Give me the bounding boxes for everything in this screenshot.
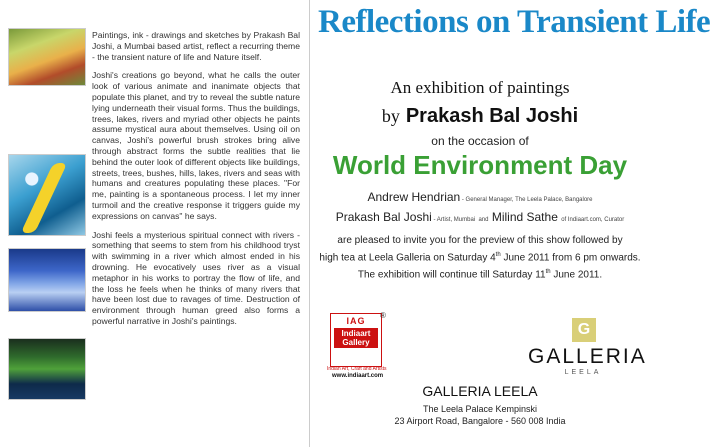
venue-address-1: The Leela Palace Kempinski [422, 404, 538, 414]
description-paragraph-1: Paintings, ink - drawings and sketches by Prakash Bal Joshi, a Mumbai based artist, reflect a recurring theme - the transient nature of life and Nature itself. [92, 30, 300, 62]
column-divider [309, 0, 310, 447]
artist-description [92, 30, 300, 335]
painting-thumbnail-4 [8, 338, 86, 400]
indiaart-gallery-logo [330, 313, 382, 367]
and-label: and [478, 217, 489, 223]
venue-address-2: 23 Airport Road, Bangalore - 560 008 India [394, 416, 566, 426]
description-paragraph-3: Joshi feels a mysterious spiritual connect with rivers - something that seems to stem from his childhood tryst with swimming in a river which almost ended in his drowning. He evocatively uses river as a visual metaphor in his works to portray the flow of life, and the loss he feels when he thinks of many rivers that have been lost due to ravages of time. Destruction of environment through human greed also forms a powerful narrative in Joshi's paintings. [92, 229, 300, 326]
iag-code: IAG [346, 316, 366, 326]
painting-thumbnail-1 [8, 28, 86, 86]
invitation-text [312, 233, 648, 283]
occasion-label: on the occasion of [431, 134, 529, 148]
host3-role: of Indiaart.com, Curator [561, 217, 625, 223]
by-label: by [381, 106, 400, 126]
host1-name: Andrew Hendrian [367, 190, 461, 204]
description-paragraph-2: Joshi's creations go beyond, what he calls the outer look of various animate and inanimate objects that populate this planet, and try to reveal the subtle nature lying underneath their visual forms. Thus the buildings, trees, lakes, rivers and myriad other objects he paints assume mystical aura about themselves. Using oil on canvas, Joshi's powerful brush strokes bring alive through abstract forms the subtle realities that lie behind the outer look of different objects like buildings, streets, trees, bushes, hills, lakes, rivers and seas with humans and creatures populating these places. "For me, painting is a spontaneous process. I let my inner turmoil and the creative response it triggers guide my expressions on canvas" he says. [92, 70, 300, 221]
exhibition-subtitle: An exhibition of paintings [390, 78, 570, 97]
artist-line [312, 105, 648, 128]
invite-line-3: The exhibition will continue till Saturday 11th June 2011. [357, 269, 603, 281]
host2-name: Prakash Bal Joshi [335, 210, 432, 224]
galleria-mark-icon: G [572, 318, 596, 342]
painting-thumbnail-2 [8, 154, 86, 236]
invite-line-1: are pleased to invite you for the preview of this show followed by [337, 235, 623, 246]
venue-name: GALLERIA LEELA [422, 383, 538, 399]
iag-website: www.indiaart.com [332, 373, 384, 379]
host1-role: - General Manager, The Leela Palace, Bangalore [460, 197, 593, 203]
host2-role: - Artist, Mumbai [431, 217, 476, 223]
iag-name: Indiaart Gallery [334, 328, 378, 348]
registered-mark: ® [380, 311, 386, 320]
galleria-logo-sub: LEELA [564, 369, 602, 376]
galleria-logo-name: GALLERIA [528, 345, 647, 368]
artist-name: Prakash Bal Joshi [405, 105, 579, 127]
invite-line-2: high tea at Leela Galleria on Saturday 4th June 2011 from 6 pm onwards. [319, 252, 641, 264]
host-line-2 [312, 210, 648, 224]
host3-name: Milind Sathe [491, 210, 558, 224]
exhibition-title: Reflections on Transient Life [318, 4, 710, 40]
host-line-1 [312, 190, 648, 204]
painting-thumbnail-3 [8, 248, 86, 312]
iag-tagline: Indian Art, Craft and Artists [327, 366, 387, 372]
event-name: World Environment Day [332, 150, 628, 180]
